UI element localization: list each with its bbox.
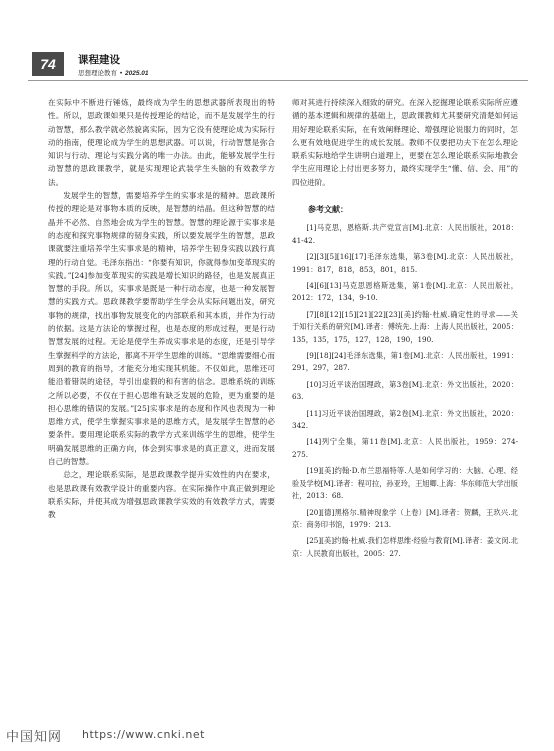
header-rule: [28, 80, 528, 81]
body-paragraph: 师对其进行持续深入细致的研究。在深入挖掘理论联系实际所应遵循的基本逻辑和规律的基础上，思政课教师尤其要研究清楚如何运用好理论联系实际，在有效阐释理论、增强理论说服力的同时，怎么更有效地促进学生的成长发展。教师不仅要把功夫下在怎么理论联系实际地给学生讲明白道理上，更要在怎么理论联系实际地教会学生应用理论上付出更多努力，最终实现学生“懂、信、会、用”的四位进阶。: [292, 98, 518, 187]
reference-list: [292, 222, 518, 560]
reference-item: [11]习近平谈治国理政，第2卷[M].北京：外文出版社，2020：342.: [292, 408, 518, 431]
references-heading: 参考文献：: [308, 205, 348, 215]
reference-item: [25][美]约翰·杜威.我们怎样思维·经验与教育[M].译者：姜文闵.北京：人民教育出版社，2005：27.: [292, 536, 518, 558]
reference-item: [7][8][12][15][21][22][23][美]约翰·杜威.确定性的寻求——关于知行关系的研究[M].译者：傅统先.上海：上海人民出版社，2005：135，135，175，127，128，190，190.: [292, 309, 518, 344]
body-paragraph: 发展学生的智慧，需要培养学生的实事求是的精神。思政课所传授的理论是对事物本质的反映，是智慧的结晶。但这种智慧的结晶并不必然、自然地会成为学生的智慧。智慧的理论源于实事求是的态度和探究事物规律的韧身实践，所以要发展学生的智慧，思政课就要注重培养学生实事求是的精神，培养学生韧身实践以践行真理的行动自觉。毛泽东指出：“你要有知识，你就得参加变革现实的实践。”[24]参加变革现实的实践是增长知识的路径，也是发展真正智慧的手段。所以，实事求是既是一种行动态度，也是一种发展智慧的实践方式。思政课教学要帮助学生学会从实际问题出发，研究事物的规律，找出事物发展变化的内部联系和其本质，并作为行动的依据。这是方法论的掌握过程，也是态度的形成过程，更是行动智慧发展的过程。无论是使学生养成实事求是的态度，还是引导学生掌握科学的方法论，都离不开学生思维的训练。“思维需要细心而周到的教育的指导，才能充分地实现其机能。不仅如此，思维还可能沿着错误的途径，导引出虚假的和有害的信念。思维系统的训练之所以必要，不仅在于担心思维有缺乏发展的危险，更为重要的是担心思维的错误的发展。”[25]实事求是的态度和作风也表现为一种思维方式，使学生掌握实事求是的思维方式，是发展学生智慧的必要条件。要用理论联系实际的教学方式来训练学生的思维，使学生明确发展思维的正确方向，体会到实事求是的真正意义，进而发展自己的智慧。: [48, 191, 275, 467]
section-title: 课程建设: [78, 54, 120, 66]
body-paragraph: 在实际中不断进行锤炼，最终成为学生的思想武器所表现出的特性。所以，思政课如果只是传授理论的结论，而不是发展学生的行动智慧，那么教学就必然貌离实际，因为它没有使理论成为实际行动的指南，使理论成为学生的思想武器。可以说，行动智慧是弥合知识与行动、理论与实践分离的唯一办法。由此，能够发展学生行动智慧的思政课教学，就是实现理论武装学生头脑的有效教学方法。: [48, 98, 275, 187]
body-paragraph: 总之，理论联系实际，是思政课教学提升实效性的内在要求，也是思政课有效教学设计的重要内容。在实际操作中真正做到理论联系实际，并使其成为增强思政课教学实效的有效教学方式，需要教: [48, 470, 275, 520]
page-number: 74: [32, 52, 64, 76]
page-header: [28, 32, 528, 86]
reference-item: [9][18][24]毛泽东选集，第1卷[M].北京：人民出版社，1991：291，297，287.: [292, 351, 518, 373]
reference-item: [2][3][5][16][17]毛泽东选集，第3卷[M].北京：人民出版社，1991：817，818，853，801，815.: [292, 252, 518, 274]
cnki-logo: 中国知网: [6, 730, 63, 745]
separator-dot: •: [119, 69, 125, 77]
reference-item: [1]马克思，恩格斯.共产党宣言[M].北京：人民出版社，2018：41-42.: [292, 223, 518, 245]
reference-item: [10]习近平谈治国理政，第3卷[M].北京：外文出版社，2020：63.: [292, 379, 518, 402]
right-column: [292, 96, 518, 564]
left-column: [48, 96, 275, 522]
reference-item: [19][美]约翰·D.布兰思福特等.人是如何学习的：大脑、心理、经验及学校[M].译者：程可拉，孙亚玲，王旭卿.上海：华东师范大学出版社，2013：68.: [292, 466, 518, 501]
reference-item: [14]列宁全集，第11卷[M].北京：人民出版社，1959：274-275.: [292, 437, 518, 459]
reference-item: [20][德]黑格尔.精神现象学（上卷）[M].译者：贺麟，王玖兴.北京：商务印书馆，1979：213.: [292, 507, 518, 529]
page-footer: [0, 718, 554, 751]
footer-url[interactable]: https://www.cnki.net: [82, 728, 205, 741]
reference-item: [4][6][13]马克思恩格斯选集，第1卷[M].北京：人民出版社，2012：172，134，9-10.: [292, 281, 518, 303]
journal-name: 思想理论教育: [78, 69, 117, 77]
journal-line: [78, 68, 148, 77]
issue-number: 2025.01: [124, 70, 149, 77]
